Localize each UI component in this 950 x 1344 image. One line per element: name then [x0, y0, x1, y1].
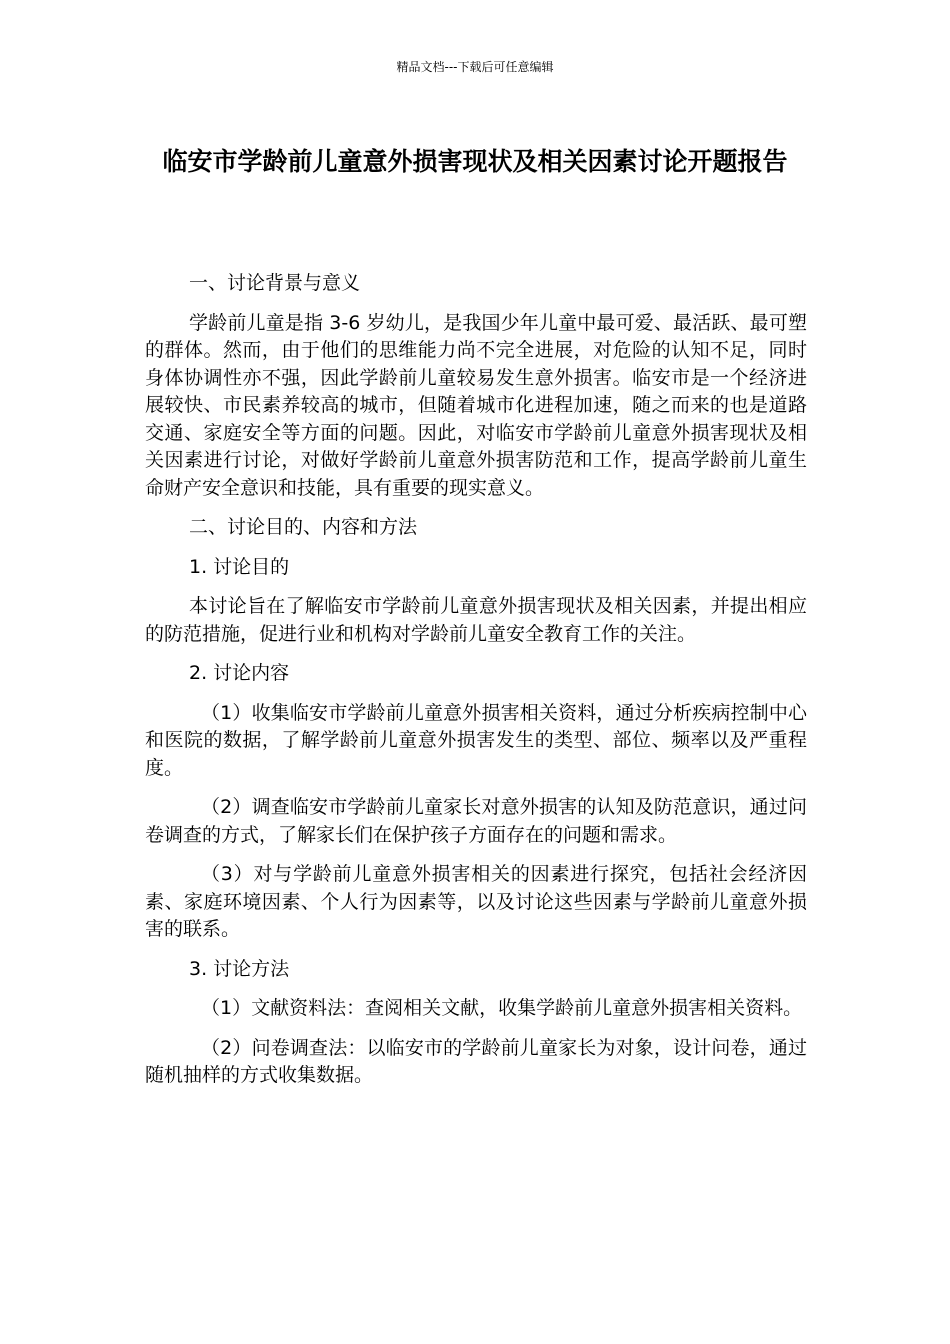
content-item-1: （1）收集临安市学龄前儿童意外损害相关资料，通过分析疾病控制中心和医院的数据，了解学龄前儿童意外损害发生的类型、部位、频率以及严重程度。 — [145, 701, 807, 779]
method-item-1: （1）文献资料法：查阅相关文献，收集学龄前儿童意外损害相关资料。 — [201, 997, 803, 1019]
section-heading-background: 一、讨论背景与意义 — [189, 272, 361, 294]
paragraph-purpose: 本讨论旨在了解临安市学龄前儿童意外损害现状及相关因素，并提出相应的防范措施，促进行业和机构对学龄前儿童安全教育工作的关注。 — [145, 595, 807, 645]
document-body — [145, 270, 807, 1102]
subsection-heading-content: 2. 讨论内容 — [189, 662, 290, 684]
document-title: 临安市学龄前儿童意外损害现状及相关因素讨论开题报告 — [162, 147, 788, 176]
method-item-2: （2）问卷调查法：以临安市的学龄前儿童家长为对象，设计问卷，通过随机抽样的方式收集数据。 — [145, 1036, 807, 1086]
content-item-2: （2）调查临安市学龄前儿童家长对意外损害的认知及防范意识，通过问卷调查的方式，了解家长们在保护孩子方面存在的问题和需求。 — [145, 796, 807, 846]
paragraph-background: 学龄前儿童是指 3-6 岁幼儿，是我国少年儿童中最可爱、最活跃、最可塑的群体。然而，由于他们的思维能力尚不完全进展，对危险的认知不足，同时身体协调性亦不强，因此学龄前儿童较易发生意外损害。临安市是一个经济进展较快、市民素养较高的城市，但随着城市化进程加速，随之而来的也是道路交通、家庭安全等方面的问题。因此，对临安市学龄前儿童意外损害现状及相关因素进行讨论，对做好学龄前儿童意外损害防范和工作，提高学龄前儿童生命财产安全意识和技能，具有重要的现实意义。 — [145, 311, 807, 499]
content-item-3: （3）对与学龄前儿童意外损害相关的因素进行探究，包括社会经济因素、家庭环境因素、个人行为因素等，以及讨论这些因素与学龄前儿童意外损害的联系。 — [145, 863, 807, 940]
header-note: 精品文档---下载后可任意编辑 — [396, 60, 554, 74]
subsection-heading-purpose: 1. 讨论目的 — [189, 555, 290, 578]
section-heading-purpose-content-method: 二、讨论目的、内容和方法 — [189, 516, 418, 538]
subsection-heading-method: 3. 讨论方法 — [189, 957, 290, 980]
